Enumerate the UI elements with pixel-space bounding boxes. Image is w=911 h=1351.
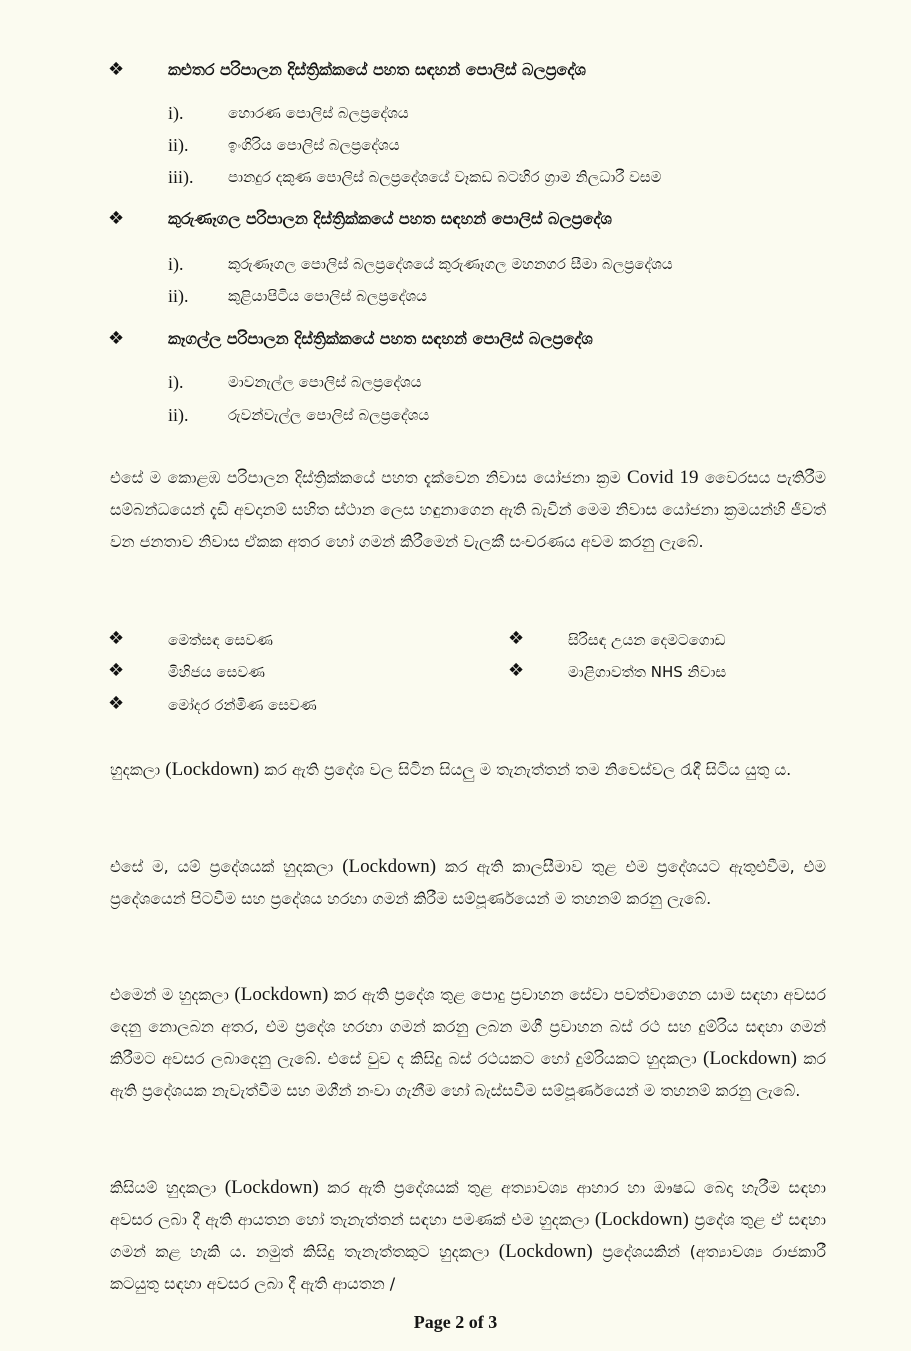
paragraph-text: කර ඇති ප්‍රදේශයක් තුළ අත්‍යාවශ්‍ය ආහාර හා ඖෂධ බෙදා හැරීම සඳහා අවසර ලබා දී ඇති ආයතන හෝ තැනැත්තන් සඳහා පමණක් එම හුදකලා: [110, 1178, 826, 1229]
diamond-bullet-icon: ❖: [108, 660, 125, 681]
paragraph-text: කර ඇති ප්‍රදේශ තුළ පොදු ප්‍රවාහන සේවා පවත්වාගෙන යාම සඳහා අවසර දෙනු නොලබන අතර, එම ප්‍රදේශ හරහා ගමන් කරනු ලබන මගී ප්‍රවාහන බස් රථ සහ දුම්රිය සඳහා ගමන් කිරීමට අවසර ලබාදෙනු ලැබේ. එසේ වුව ද කිසිදු බස් රථයකට හෝ දුම්රියකට හුදකලා: [110, 985, 826, 1068]
section-heading-kurunegala: කුරුණෑගල පරිපාලන දිස්ත්‍රික්කයේ පහත සඳහන් පොලිස් බලප්‍රදේශ: [168, 209, 612, 228]
page-number: Page 2 of 3: [413, 1312, 498, 1332]
covid-term: Covid 19: [627, 467, 699, 488]
lockdown-term: (Lockdown): [594, 1209, 689, 1230]
housing-scheme-item: සිරිසඳ උයන දෙමටගොඩ: [568, 631, 726, 649]
paragraph-text: ප්‍රදේශයකින් (අත්‍යාවශ්‍ය රාජකාරී කටයුතු සඳහා අවසර ලබා දී ඇති ආයතන /: [110, 1242, 826, 1293]
list-item-text: මාවනැල්ල පොලිස් බලප්‍රදේශය: [228, 373, 422, 391]
intro-paragraph: [110, 462, 826, 558]
diamond-bullet-icon: ❖: [108, 693, 125, 714]
paragraph-text: හුදකලා: [110, 760, 166, 779]
paragraph-text: කර ඇති ප්‍රදේශ වල සිටින සියලු ම තැනැත්තන් තම නිවෙස්වල රැඳී සිටිය යුතු ය.: [259, 760, 792, 779]
list-item-number: i).: [168, 254, 184, 274]
list-item-text: හොරණ පොලිස් බලප්‍රදේශය: [228, 104, 409, 122]
paragraph-text: කර ඇති ප්‍රදේශයක නැවැත්වීම සහ මගීන් නංවා ගැනීම හෝ බැස්සවීම සම්පූර්ණයෙන් ම තහනම් කරනු ලැබේ.: [110, 1049, 826, 1100]
paragraph-text: එසේ ම කොළඹ පරිපාලන දිස්ත්‍රික්කයේ පහත දැක්වෙන නිවාස යෝජනා ක්‍රම: [110, 468, 628, 487]
lockdown-paragraph-2: [110, 851, 826, 915]
list-item-number: i).: [168, 103, 184, 123]
list-item-number: iii).: [168, 167, 194, 187]
paragraph-text: එමෙන් ම හුදකලා: [110, 985, 235, 1004]
lockdown-term: (Lockdown): [165, 759, 260, 780]
paragraph-text: ප්‍රදේශ තුළ ඒ සඳහා ගමන් කළ හැකි ය. නමුත් කිසිදු තැනැත්තකුට හුදකලා: [110, 1210, 826, 1261]
lockdown-paragraph-4: [110, 1172, 826, 1300]
list-item-number: i).: [168, 372, 184, 392]
lockdown-term: (Lockdown): [703, 1048, 797, 1069]
section-heading-kalutara: කළුතර පරිපාලන දිස්ත්‍රික්කයේ පහත සඳහන් පොලිස් බලප්‍රදේශ: [168, 60, 586, 79]
paragraph-text: කර ඇති කාලසීමාව තුළ එම ප්‍රදේශයට ඇතුළුවීම, එම ප්‍රදේශයෙන් පිටවීම සහ ප්‍රදේශය හරහා ගමන් කිරීම සම්පූර්ණයෙන් ම තහනම් කරනු ලැබේ.: [110, 857, 826, 908]
section-heading-kegalle: කෑගල්ල පරිපාලන දිස්ත්‍රික්කයේ පහත සඳහන් පොලිස් බලප්‍රදේශ: [168, 329, 593, 348]
diamond-bullet-icon: ❖: [108, 328, 125, 349]
lockdown-term: (Lockdown): [224, 1177, 319, 1198]
housing-scheme-item: මෝදර රන්මිණ සෙවණ: [168, 696, 317, 714]
diamond-bullet-icon: ❖: [108, 208, 125, 229]
list-item-text: රුවන්වැල්ල පොලිස් බලප්‍රදේශය: [228, 406, 430, 424]
diamond-bullet-icon: ❖: [508, 628, 525, 649]
lockdown-paragraph-3: [110, 979, 826, 1107]
list-item-text: පානදුර දකුණ පොලිස් බලප්‍රදේශයේ වෑකඩ බටහිර ග්‍රාම නිලධාරී වසම: [228, 168, 662, 186]
lockdown-paragraph-1: [110, 754, 826, 786]
list-item-text: ඉංගිරිය පොලිස් බලප්‍රදේශය: [228, 136, 400, 154]
housing-scheme-item: මාළිගාවත්ත NHS නිවාස: [568, 663, 727, 681]
list-item-number: ii).: [168, 286, 189, 306]
diamond-bullet-icon: ❖: [508, 660, 525, 681]
lockdown-term: (Lockdown): [234, 984, 329, 1005]
lockdown-term: (Lockdown): [342, 856, 437, 877]
housing-scheme-item: මිහිජය සෙවණ: [168, 663, 265, 681]
paragraph-text: එසේ ම, යම් ප්‍රදේශයක් හුදකලා: [110, 857, 343, 876]
list-item-number: ii).: [168, 405, 189, 425]
diamond-bullet-icon: ❖: [108, 59, 125, 80]
list-item-text: කුරුණෑගල පොලිස් බලප්‍රදේශයේ කුරුණෑගල මහනගර සීමා බලප්‍රදේශය: [228, 255, 673, 273]
list-item-text: කුළියාපිටිය පොලිස් බලප්‍රදේශය: [228, 287, 427, 305]
housing-scheme-item: මෙත්සඳ සෙවණ: [168, 631, 274, 649]
lockdown-term: (Lockdown): [498, 1241, 593, 1262]
paragraph-text: වෛරසය පැතිරීම සම්බන්ධයෙන් දැඩි අවදානම් සහිත ස්ථාන ලෙස හඳුනාගෙන ඇති බැවින් මෙම නිවාස යෝජනා ක්‍රමයන්හි ජීවත් වන ජනතාව නිවාස ඒකක අතර හෝ ගමන් කිරීමෙන් වැලකී සංචරණය අවම කරනු ලැබේ.: [110, 468, 826, 551]
list-item-number: ii).: [168, 135, 189, 155]
paragraph-text: කිසියම් හුදකලා: [110, 1178, 225, 1197]
diamond-bullet-icon: ❖: [108, 628, 125, 649]
